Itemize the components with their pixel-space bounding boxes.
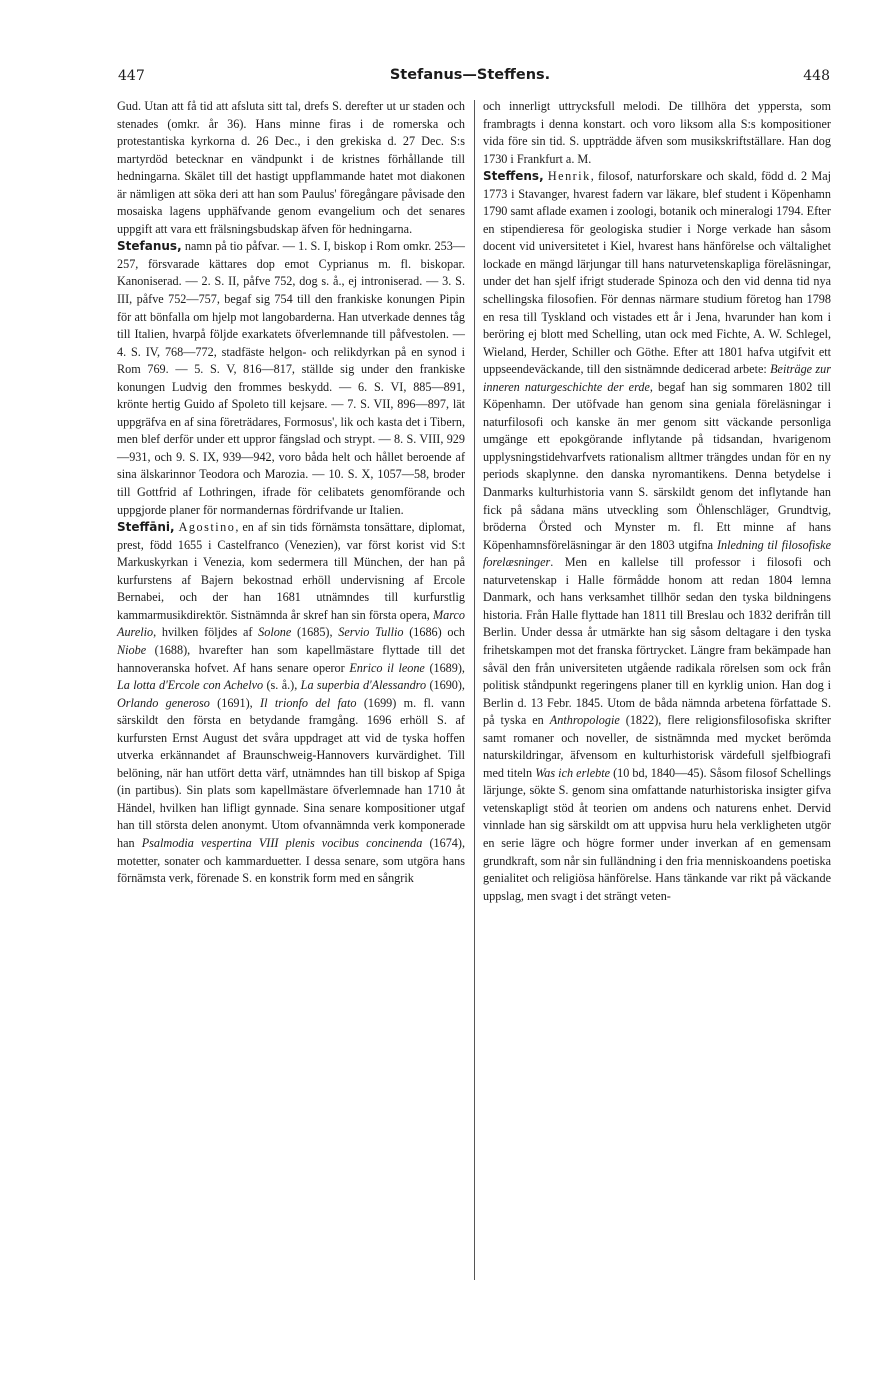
entry-text: , begaf han sig sommaren 1802 till Köpenhamn. Der utöfvade han genom sina geniala föreläsningar i naturfilosofi och kanske än mer genom sitt väckande personliga umgänge ett epokgörande inflytande på tidsandan, hvarigenom upplysningstidehvarfvets rationalism alltmer trängdes undan för en ny periods skaplynne. den danska nyromantikens. Denna betydelse i Danmarks kulturhistoria vann S. särskildt genom det inflytande han fick på sådana mäns utveckling som Öhlenschläger, Grundtvig, bröderna Örsted och Mynster m. fl. Ett minne af hans Köpenhamnsföreläsningar är den 1803 utgifna — [483, 379, 831, 552]
entry-text: (1691), — [209, 695, 261, 710]
work-title: Marco Aurelio — [117, 607, 465, 640]
entry-forename: Henrik — [547, 169, 591, 184]
page-number-right: 448 — [803, 68, 830, 84]
column-divider — [474, 100, 475, 1280]
work-title: La superbia d'Alessandro — [300, 678, 427, 693]
page-number-left: 447 — [118, 68, 145, 84]
entry-steffens — [483, 168, 831, 905]
work-title: Psalmodia vespertina VIII plenis vocibus concinenda — [141, 835, 423, 850]
work-title: Solone — [258, 625, 292, 640]
work-title: Anthropologie — [549, 713, 620, 728]
entry-text: , filosof, naturforskare och skald, född d. 2 Maj 1773 i Stavanger, hvarest fadern var läkare, blef student i Köpenhamn 1790 samt aflade examen i zoologi, botanik och mineralogi 1794. Efter en stipendieresa för geologiska studier i Norge verkade han såsom docent vid universitetet i Kiel, hvarest hans hänförelse och vältalighet lockade en mängd lärjungar till hans naturvetenskapliga föreläsningar, under det han sjelf ifrigt studerade Spinoza och den vid denna tid nya schellingska filosofien. För dennas närmare studium företog han 1798 en resa till Tyskland och vistades ett år i Jena, hvarunder han kom i beröring ej blott med Schelling, utan ock med Fichte, A. W. Schlegel, Wieland, Herder, Schiller och Göthe. Efter att 1801 hafva utgifvit ett uppseendeväckande, till den sistnämnde dedicerad arbete: — [483, 169, 831, 377]
entry-text: , en af sin tids förnämsta tonsättare, diplomat, prest, född 1655 i Castelfranco (Venezien), var först korist vid S:t Markuskyrkan i Venezia, kom sedermera till München, der han på kurfurstens af Bajern bekostnad erhöll undervisning af Ercole Bernabei, och der han 1681 utnämndes till kurfurstlig kammarmusikdirektör. Sistnämnda år skref han sin första opera, — [117, 520, 465, 622]
work-title: Il trionfo del fato — [260, 695, 357, 710]
entry-text: (1685), — [291, 625, 339, 640]
entry-text: , hvilken följdes af — [153, 625, 259, 640]
entry-text: (s. å.), — [263, 678, 301, 693]
entry-text: (1686) och — [403, 625, 465, 640]
right-column — [483, 98, 831, 905]
entry-keyword: Stefanus, — [117, 239, 182, 254]
entry-steffani — [117, 519, 465, 887]
work-title: Enrico il leone — [349, 660, 425, 675]
entry-text: (1699) m. fl. vann särskildt den första en betydande framgång. 1696 erhöll S. af kurfursten Ernst August det svåra uppdraget att vid de tyska hoffen utverka erkännandet af Braunschweig-Hannovers kurvärdighet. Till belöning, när han utfört detta värf, utnämndes han till biskop af Spiga (in partibus). Sin plats som kapellmästare öfverlemnade han 1710 åt Händel, hvilken han lifligt gynnade. Sina senare kompositioner utgaf han till största delen anonymt. Utom ofvannämnda verk komponerade han — [117, 695, 465, 850]
left-column — [117, 98, 465, 888]
entry-forename: Agostino — [178, 520, 236, 535]
work-title: Orlando generoso — [117, 695, 210, 710]
entry-keyword: Steffāni, — [117, 520, 175, 535]
work-title: La lotta d'Ercole con Achelvo — [117, 678, 264, 693]
page-header — [110, 68, 830, 88]
entry-text: (1689), — [424, 660, 465, 675]
work-title: Inledning til filosofiske forelæsninger — [483, 537, 831, 570]
entry-text: (10 bd, 1840—45). Såsom filosof Schellings lärjunge, sökte S. genom sina omfattande naturhistoriska insigter gifva vetenskapligt stöd åt teorien om andens och naturens enhet. Dervid vinnlade han sig särskildt om att uppvisa huru hela verkligheten utgör en serie lägre och högre former under inverkan af en gemensam grundkraft, som når sin fulländning i den fria menniskoandens poetiska genialitet och religiösa hänförelse. Hans tänkande var rikt på väckande uppslag, men svagt i det strängt veten- — [483, 765, 831, 903]
entry-keyword: Steffens, — [483, 169, 544, 184]
entry-text: namn på tio påfvar. — 1. S. I, biskop i Rom omkr. 253—257, försvarade kättares dop emot Cyprianus m. fl. biskopar. Kanoniserad. — 2. S. II, påfve 752, dog s. å., ej introniserad. — 3. S. III, påfve 752—757, begaf sig 754 till den frankiske konungen Pipin för att bönfalla om hjelp mot langobarderna. Han utverkade dennes tåg till Italien, hvarpå följde exarkatets öfverlemnande till påfvestolen. — 4. S. IV, 768—772, stadfäste helgon- och relikdyrkan på en synod i Rom 769. — 5. S. V, 816—817, ställde sig under den frankiske konungen Ludvig den frommes beskydd. — 6. S. VI, 885—891, krönte hertig Guido af Spoleto till kejsare. — 7. S. VII, 896—897, lät uppgräfva en af sina företrädares, Formosus', lik och kasta det i Tibern, men blef derför under ett uppror fängslad och strypt. — 8. S. VIII, 929—931, och 9. S. IX, 939—942, voro båda helt och hållet beroende af sina älskarinnor Teodora och Marozia. — 10. S. X, 1057—58, broder till Gottfrid af Lothringen, ifrade för celibatets genomförande och uppgjorde planer för normandernas fördrifvande ur Italien. — [117, 239, 465, 517]
running-title: Stefanus—Steffens. — [389, 67, 551, 83]
entry-text: (1822), flere religionsfilosofiska skrifter samt romaner och noveller, de sistnämnda med mycket berömda naturskildringar, äfvensom en kulturhistorisk värdefull sjelfbiografi med titeln — [483, 713, 831, 780]
paragraph-steffani-end: och innerligt uttrycksfull melodi. De tillhöra det yppersta, som frambragts i denna konstart. och voro liksom alla S:s kompositioner vida före sin tid. S. uppträdde äfven som musikskriftställare. Han dog 1730 i Frankfurt a. M. — [483, 99, 831, 166]
paragraph-stefan-end: Gud. Utan att få tid att afsluta sitt tal, drefs S. derefter ut ur staden och stenades (omkr. år 36). Hans minne firas i de romerska och protestantiska kyrkorna d. 26 Dec., i den grekiska d. 27 Dec. S:s martyrdöd betecknar en vändpunkt i de kristnes förhållande till hedningarna. Skälet till det hastigt uppflammande hatet mot diakonen är nämligen att söka deri att han som Paulus' föregångare påvisade den mosaiska lagens upphäfvande genom evangelium och det senares uppgift att vara ett frälsningsbudskap äfven för hedningarna. — [117, 99, 465, 236]
work-title: Beiträge zur inneren naturgeschichte der erde — [483, 362, 832, 394]
entry-stefanus — [117, 238, 465, 519]
work-title: Servio Tullio — [338, 625, 404, 640]
entry-text: (1690), — [426, 678, 465, 693]
entry-text: (1688), hvarefter han som kapellmästare flyttade till det hannoveranska hofvet. Af hans senare operor — [117, 642, 465, 675]
entry-text: . Men en kallelse till professor i filosofi och naturvetenskap i Halle förmådde honom att redan 1804 lemna Danmark, och hans verksamhet tillhör sedan den tyska bildningens historia. Från Halle flyttade han 1811 till Breslau och 1832 derifrån till Berlin. Under dessa år utmärkte han sig såsom deltagare i den tyska frihetskampen mot det franska förtrycket. Längre fram bekämpade han såväl den från universiteten utgående radikala rörelsen som ock från politisk ståndpunkt regeringens planer till en kyrklig union. Han dog i Berlin d. 13 Febr. 1845. Utom de båda nämnda arbetena författade S. på tyska en — [483, 555, 831, 728]
work-title: Was ich erlebte — [535, 765, 610, 780]
entry-text: (1674), motetter, sonater och kammarduetter. I dessa senare, som utgöra hans förnämsta verk, förenade S. en konstrik form med en sångrik — [117, 835, 465, 886]
work-title: Niobe — [117, 642, 147, 657]
